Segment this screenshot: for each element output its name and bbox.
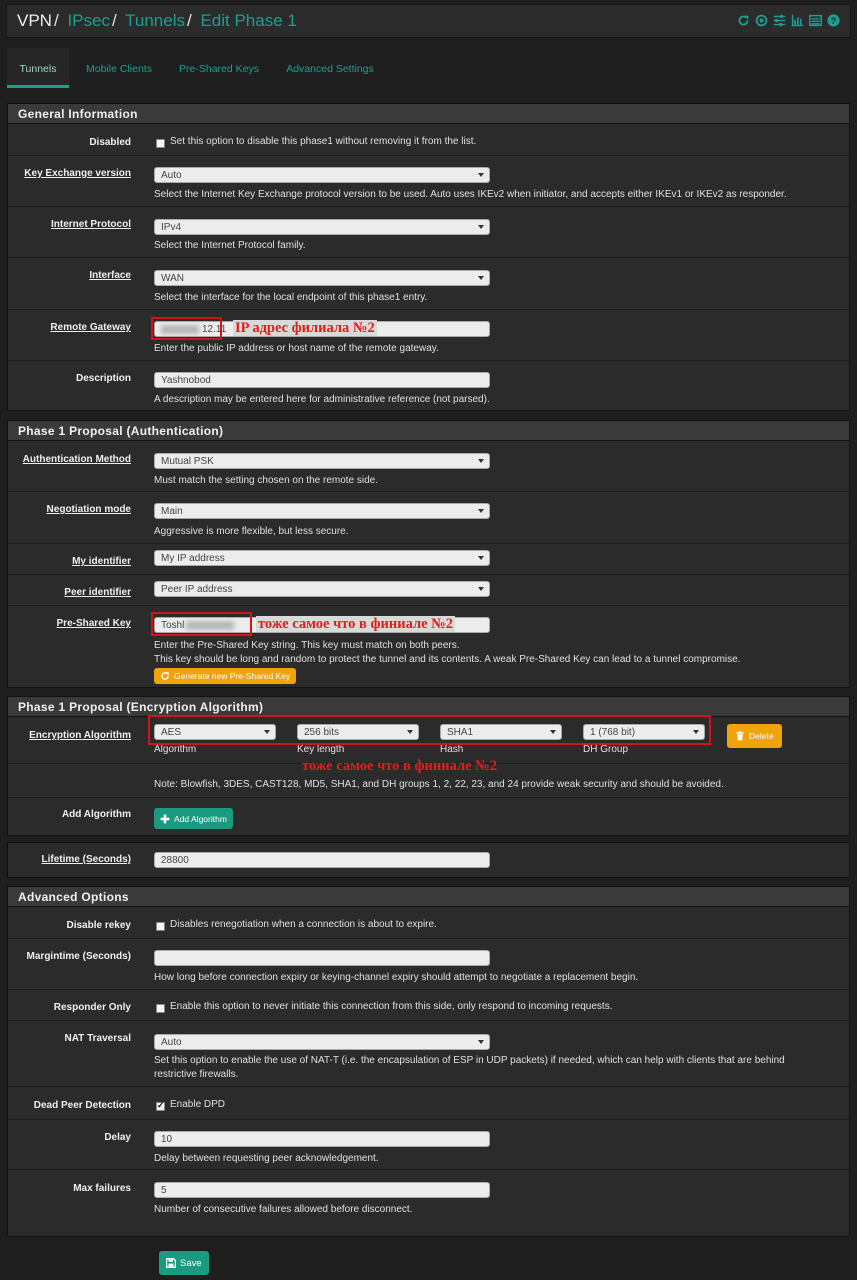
chart-icon[interactable] (791, 14, 804, 27)
algorithm-caption: Algorithm (154, 744, 197, 755)
description-row (8, 361, 849, 412)
delay-label: Delay (104, 1132, 131, 1143)
negotiation-label: Negotiation mode (46, 504, 131, 515)
auth-method-select[interactable]: Mutual PSK (154, 453, 490, 469)
internet-protocol-select[interactable]: IPv4 (154, 219, 490, 235)
description-help: A description may be entered here for administrative reference (not parsed). (154, 394, 490, 405)
dpd-row (8, 1087, 849, 1120)
delay-input[interactable]: 10 (154, 1131, 490, 1147)
nat-traversal-select[interactable]: Auto (154, 1034, 490, 1050)
max-failures-row (8, 1170, 849, 1220)
description-input[interactable]: Yashnobod (154, 372, 490, 388)
remote-gateway-input[interactable]: 12.11 (154, 321, 490, 337)
psk-input[interactable]: Toshl (154, 617, 490, 633)
nat-traversal-help-1: Set this option to enable the use of NAT-T (i.e. the encapsulation of ESP in UDP packets) if needed, which can help with clients that are behind (154, 1055, 785, 1066)
my-identifier-label: My identifier (72, 556, 131, 567)
dpd-checkbox[interactable] (156, 1102, 165, 1111)
psk-help-2: This key should be long and random to protect the tunnel and its contents. A weak Pre-Shared Key can lead to a tunnel compromise. (154, 654, 741, 665)
disable-rekey-text: Disables renegotiation when a connection is about to expire. (170, 919, 437, 930)
general-information-panel (7, 103, 850, 411)
max-failures-input[interactable]: 5 (154, 1182, 490, 1198)
negotiation-row (8, 492, 849, 544)
disabled-text: Set this option to disable this phase1 without removing it from the list. (170, 136, 477, 147)
auth-panel (7, 420, 850, 688)
interface-label: Interface (89, 270, 131, 281)
encryption-note: Note: Blowfish, 3DES, CAST128, MD5, SHA1, and DH groups 1, 2, 22, 23, and 24 provide weak security and should be avoided. (154, 779, 724, 790)
nat-traversal-row (8, 1021, 849, 1087)
internet-protocol-label: Internet Protocol (50, 219, 131, 230)
encryption-algorithm-label: Encryption Algorithm (29, 730, 131, 741)
margintime-label: Margintime (Seconds) (26, 951, 131, 962)
key-exchange-row (8, 156, 849, 207)
dh-group-caption: DH Group (583, 744, 629, 755)
panel-heading: Advanced Options (8, 887, 849, 907)
restart-icon[interactable] (737, 14, 750, 27)
trash-icon (735, 731, 745, 741)
nat-traversal-label: NAT Traversal (64, 1033, 131, 1044)
dpd-text: Enable DPD (170, 1099, 226, 1110)
internet-protocol-row (8, 207, 849, 258)
lifetime-panel (7, 842, 850, 878)
disable-rekey-label: Disable rekey (66, 920, 131, 931)
save-button[interactable]: Save (159, 1251, 209, 1275)
key-length-caption: Key length (297, 744, 345, 755)
responder-only-row (8, 990, 849, 1021)
tabs (6, 48, 851, 90)
add-algorithm-label: Add Algorithm (61, 809, 131, 820)
remote-gateway-help: Enter the public IP address or host name of the remote gateway. (154, 343, 439, 354)
annotation-box-psk (151, 612, 252, 636)
add-algorithm-row (8, 798, 849, 836)
remote-gateway-row (8, 310, 849, 361)
refresh-icon (160, 671, 170, 681)
tab-pre-shared-keys[interactable]: Pre-Shared Keys (179, 63, 259, 75)
help-icon[interactable] (827, 14, 840, 27)
description-label: Description (75, 373, 131, 384)
tab-tunnels[interactable]: Tunnels (7, 48, 69, 88)
interface-help: Select the interface for the local endpoint of this phase1 entry. (154, 292, 428, 303)
key-length-select[interactable]: 256 bits (297, 724, 419, 740)
dpd-label: Dead Peer Detection (33, 1100, 131, 1111)
list-icon[interactable] (809, 14, 822, 27)
breadcrumb: VPN / IPsec / Tunnels / Edit Phase 1 (17, 11, 297, 30)
remote-gateway-label: Remote Gateway (50, 322, 131, 333)
negotiation-help: Aggressive is more flexible, but less secure. (154, 526, 349, 537)
auth-method-help: Must match the setting chosen on the remote side. (154, 475, 379, 486)
panel-heading: Phase 1 Proposal (Encryption Algorithm) (8, 697, 849, 717)
plus-icon (160, 814, 170, 824)
delay-help: Delay between requesting peer acknowledgement. (154, 1153, 379, 1164)
status-icon[interactable] (755, 14, 768, 27)
tab-advanced-settings[interactable]: Advanced Settings (286, 63, 374, 75)
negotiation-select[interactable]: Main (154, 503, 490, 519)
delay-row (8, 1120, 849, 1170)
auth-method-label: Authentication Method (22, 454, 131, 465)
max-failures-help: Number of consecutive failures allowed before disconnect. (154, 1204, 413, 1215)
disable-rekey-row (8, 908, 849, 939)
disabled-label: Disabled (89, 137, 131, 148)
panel-heading: Phase 1 Proposal (Authentication) (8, 421, 849, 441)
interface-select[interactable]: WAN (154, 270, 490, 286)
responder-only-text: Enable this option to never initiate this connection from this side, only respond to incoming requests. (170, 1001, 613, 1012)
margintime-help: How long before connection expiry or keying-channel expiry should attempt to negotiate a replacement begin. (154, 972, 639, 983)
hash-caption: Hash (440, 744, 464, 755)
generate-psk-button[interactable]: Generate new Pre-Shared Key (154, 668, 296, 684)
breadcrumb-bar (6, 4, 851, 38)
annotation-gateway: IP адрес филиала №2 (235, 320, 375, 336)
lifetime-label: Lifetime (Seconds) (41, 854, 131, 865)
annotation-box-gateway (151, 317, 222, 340)
psk-help-1: Enter the Pre-Shared Key string. This key must match on both peers. (154, 640, 460, 651)
margintime-row (8, 939, 849, 990)
breadcrumb-edit-phase1[interactable]: Edit Phase 1 (200, 11, 297, 30)
my-identifier-row (8, 544, 849, 575)
breadcrumb-ipsec[interactable]: IPsec (67, 11, 110, 30)
peer-identifier-row (8, 575, 849, 606)
lifetime-input[interactable]: 28800 (154, 852, 490, 868)
disabled-checkbox[interactable] (156, 139, 165, 148)
sliders-icon[interactable] (773, 14, 786, 27)
annotation-box-encryption (148, 715, 711, 745)
my-identifier-select[interactable]: My IP address (154, 550, 490, 566)
tab-mobile-clients[interactable]: Mobile Clients (86, 63, 152, 75)
peer-identifier-label: Peer identifier (64, 587, 131, 598)
delete-algorithm-button[interactable]: Delete (727, 724, 782, 748)
panel-heading: General Information (8, 104, 849, 124)
key-exchange-help: Select the Internet Key Exchange protocol version to be used. Auto uses IKEv2 when initiator, and accepts either IKEv1 or IKEv2 as responder. (154, 189, 787, 200)
responder-only-checkbox[interactable] (156, 1004, 165, 1013)
auth-method-row (8, 442, 849, 492)
svg-text:?: ? (830, 15, 837, 26)
psk-label: Pre-Shared Key (56, 618, 131, 629)
max-failures-label: Max failures (73, 1183, 131, 1194)
breadcrumb-tunnels[interactable]: Tunnels (125, 11, 185, 30)
algorithm-select[interactable]: AES (154, 724, 276, 740)
key-exchange-select[interactable]: Auto (154, 167, 490, 183)
header-icons (737, 14, 840, 27)
interface-row (8, 258, 849, 310)
hash-select[interactable]: SHA1 (440, 724, 562, 740)
dh-group-select[interactable]: 1 (768 bit) (583, 724, 705, 740)
key-exchange-label: Key Exchange version (24, 168, 131, 179)
annotation-psk: тоже самое что в финиале №2 (258, 616, 453, 632)
disable-rekey-checkbox[interactable] (156, 922, 165, 931)
nat-traversal-help-2: restrictive firewalls. (154, 1069, 239, 1080)
peer-identifier-select[interactable]: Peer IP address (154, 581, 490, 597)
disabled-row (8, 125, 849, 156)
margintime-input[interactable] (154, 950, 490, 966)
advanced-options-panel (7, 886, 850, 1237)
annotation-encryption: тоже самое что в финиале №2 (302, 758, 497, 774)
internet-protocol-help: Select the Internet Protocol family. (154, 240, 306, 251)
add-algorithm-button[interactable]: Add Algorithm (154, 808, 233, 829)
breadcrumb-vpn: VPN (17, 11, 52, 30)
save-icon (166, 1258, 176, 1268)
responder-only-label: Responder Only (53, 1002, 131, 1013)
